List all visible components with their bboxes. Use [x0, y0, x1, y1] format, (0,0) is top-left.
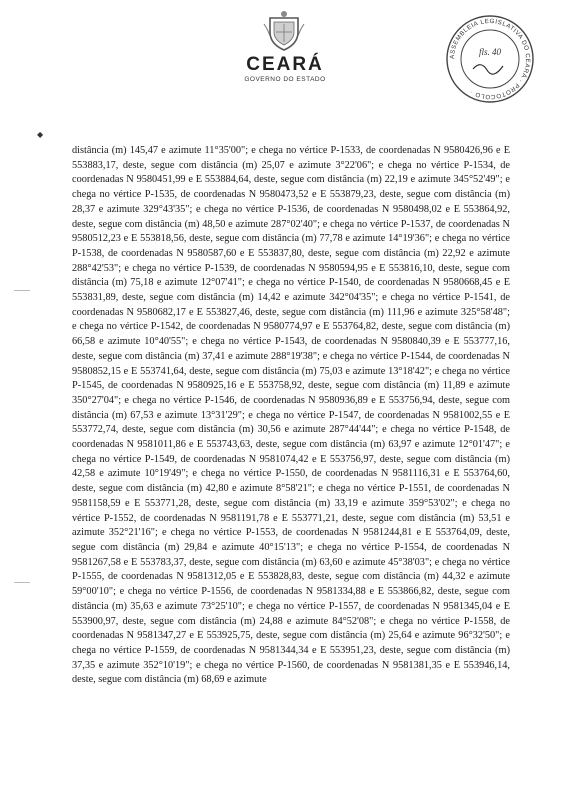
margin-tick — [14, 582, 30, 583]
document-header — [0, 0, 567, 120]
stamp-signature — [473, 65, 503, 74]
margin-bullet: ◆ — [37, 130, 44, 139]
protocol-stamp — [445, 14, 535, 104]
ceara-logo-subtitle: GOVERNO DO ESTADO — [244, 76, 326, 83]
ceara-crest-icon — [262, 10, 306, 52]
stamp-page-number: fls. 40 — [478, 47, 502, 57]
ceara-logo: CEARÁ — [246, 54, 324, 75]
margin-tick — [14, 290, 30, 291]
stamp-ring-text: ASSEMBLEIA LEGISLATIVA DO CEARÁ · PROTOCOLO · — [448, 17, 532, 101]
body-paragraph: distância (m) 145,47 e azimute 11°35'00"; e chega no vértice P-1533, de coordenadas N 9580426,96 e E 553883,17, deste, segue com distância (m) 25,07 e azimute 3°22'06"; e chega no vértice P-1534, de coordenadas N 9580451,99 e E 553884,64, deste, segue com distância (m) 22,19 e azimute 345°52'49"; e chega no vértice P-1535, de coordenadas N 9580473,52 e E 553879,23, deste, segue com distância (m) 28,37 e azimute 329°43'35"; e chega no vértice P-1536, de coordenadas N 9580498,02 e E 553864,92, deste, segue com distância (m) 48,50 e azimute 287°02'40"; e chega no vértice P-1537, de coordenadas N 9580512,23 e E 553818,56, deste, segue com distância (m) 77,78 e azimute 14°19'36"; e chega no vértice P-1538, de coordenadas N 9580587,60 e E 553837,80, deste, segue com distância (m) 22,92 e azimute 288°42'53"; e chega no vértice P-1539, de coordenadas N 9580594,95 e E 553816,10, deste, segue com distância (m) 75,18 e azimute 12°07'41"; e chega no vértice P-1540, de coordenadas N 9580668,45 e E 553831,89, deste, segue com distância (m) 14,42 e azimute 342°04'35"; e chega no vértice P-1541, de coordenadas N 9580682,17 e E 553827,46, deste, segue com distância (m) 111,96 e azimute 325°58'48"; e chega no vértice P-1542, de coordenadas N 9580774,97 e E 553764,82, deste, segue com distância (m) 66,58 e azimute 10°40'55"; e chega no vértice P-1543, de coordenadas N 9580840,39 e E 553777,16, deste, segue com distância (m) 37,41 e azimute 288°19'38"; e chega no vértice P-1544, de coordenadas N 9580852,15 e E 553741,64, deste, segue com distância (m) 75,03 e azimute 13°18'42"; e chega no vértice P-1545, de coordenadas N 9580925,16 e E 553758,92, deste, segue com distância (m) 11,89 e azimute 350°27'04"; e chega no vértice P-1546, de coordenadas N 9580936,89 e E 553756,94, deste, segue com distância (m) 67,53 e azimute 13°31'29"; e chega no vértice P-1547, de coordenadas N 9581002,55 e E 553772,74, deste, segue com distância (m) 30,56 e azimute 287°44'44"; e chega no vértice P-1548, de coordenadas N 9581011,86 e E 553743,63, deste, segue com distância (m) 63,97 e azimute 12°01'47"; e chega no vértice P-1549, de coordenadas N 9581074,42 e E 553756,97, deste, segue com distância (m) 42,58 e azimute 10°19'49"; e chega no vértice P-1550, de coordenadas N 9581116,31 e E 553764,60, deste, segue com distância (m) 42,80 e azimute 8°58'21"; e chega no vértice P-1551, de coordenadas N 9581158,59 e E 553771,28, deste, segue com distância (m) 33,19 e azimute 359°53'02"; e chega no vértice P-1552, de coordenadas N 9581191,78 e E 553771,21, deste, segue com distância (m) 53,51 e azimute 352°21'16"; e chega no vértice P-1553, de coordenadas N 9581244,81 e E 553764,09, deste, segue com distância (m) 29,84 e azimute 40°15'13"; e chega no vértice P-1554, de coordenadas N 9581267,58 e E 553783,37, deste, segue com distância (m) 63,60 e azimute 45°38'03"; e chega no vértice P-1555, de coordenadas N 9581312,05 e E 553828,83, deste, segue com distância (m) 44,32 e azimute 59°00'10"; e chega no vértice P-1556, de coordenadas N 9581334,88 e E 553866,82, deste, segue com distância (m) 35,63 e azimute 73°25'10"; e chega no vértice P-1557, de coordenadas N 9581345,04 e E 553900,97, deste, segue com distância (m) 24,88 e azimute 84°52'08"; e chega no vértice P-1558, de coordenadas N 9581347,27 e E 553925,75, deste, segue com distância (m) 25,64 e azimute 96°32'50"; e chega no vértice P-1559, de coordenadas N 9581344,34 e E 553951,23, deste, segue com distância (m) 37,35 e azimute 352°10'19"; e chega no vértice P-1560, de coordenadas N 9581381,35 e E 553946,14, deste, segue com distância (m) 68,69 e azimute — [72, 145, 510, 686]
